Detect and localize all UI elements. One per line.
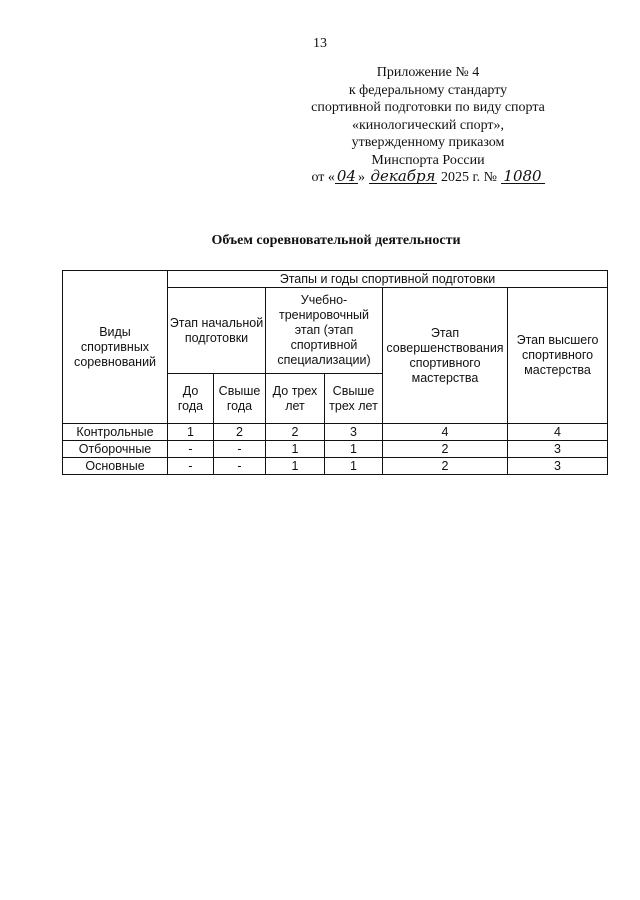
group-header: Этапы и годы спортивной подготовки <box>168 271 608 288</box>
order-date-line <box>278 169 578 187</box>
row-label: Контрольные <box>63 424 168 441</box>
appendix-header <box>278 64 578 187</box>
appendix-line: спортивной подготовки по виду спорта <box>311 100 545 115</box>
handwritten-month: декабря <box>370 167 436 185</box>
year-subheader: Свыше года <box>214 374 266 424</box>
corner-header: Виды спортивных соревнований <box>63 271 168 424</box>
stage-header: Этап высшего спортивного мастерства <box>508 288 608 424</box>
table-cell: 1 <box>168 424 214 441</box>
table-cell: 4 <box>508 424 608 441</box>
table-cell: 1 <box>266 458 325 475</box>
table-cell: 1 <box>266 441 325 458</box>
table-cell: 2 <box>214 424 266 441</box>
table-cell: 1 <box>325 441 383 458</box>
table-cell: - <box>168 441 214 458</box>
appendix-line: утвержденному приказом <box>351 135 505 150</box>
year-subheader: До трех лет <box>266 374 325 424</box>
stage-header: Этап начальной подготовки <box>168 288 266 374</box>
table-row <box>63 441 608 458</box>
table-cell: 3 <box>508 441 608 458</box>
competition-volume-table <box>62 270 608 475</box>
table-cell: 2 <box>383 458 508 475</box>
table-cell: 3 <box>325 424 383 441</box>
appendix-line: к федеральному стандарту <box>348 82 508 98</box>
table-row <box>63 424 608 441</box>
table-cell: 3 <box>508 458 608 475</box>
table-cell: 4 <box>383 424 508 441</box>
row-label: Отборочные <box>63 441 168 458</box>
appendix-line: «кинологический спорт», <box>351 117 505 133</box>
row-label: Основные <box>63 458 168 475</box>
table-cell: 1 <box>325 458 383 475</box>
table-row <box>63 458 608 475</box>
date-suffix: 2025 г. № <box>440 170 498 185</box>
handwritten-day: 04 <box>336 167 356 185</box>
page-number: 13 <box>313 36 327 51</box>
table-cell: - <box>214 458 266 475</box>
appendix-line: Приложение № 4 <box>376 65 480 80</box>
stage-header: Учебно-тренировочный этап (этап спортивной специализации) <box>266 288 383 374</box>
table-cell: 2 <box>383 441 508 458</box>
stage-header: Этап совершенствования спортивного мастерства <box>383 288 508 424</box>
appendix-line: Минспорта России <box>371 152 485 168</box>
table-cell: - <box>214 441 266 458</box>
year-subheader: Свыше трех лет <box>325 374 383 424</box>
date-mid: » <box>358 170 365 185</box>
year-subheader: До года <box>168 374 214 424</box>
date-prefix: от « <box>311 170 335 185</box>
table-cell: 2 <box>266 424 325 441</box>
document-title: Объем соревновательной деятельности <box>211 233 461 248</box>
table-cell: - <box>168 458 214 475</box>
handwritten-order-number: 1080 <box>501 169 545 184</box>
